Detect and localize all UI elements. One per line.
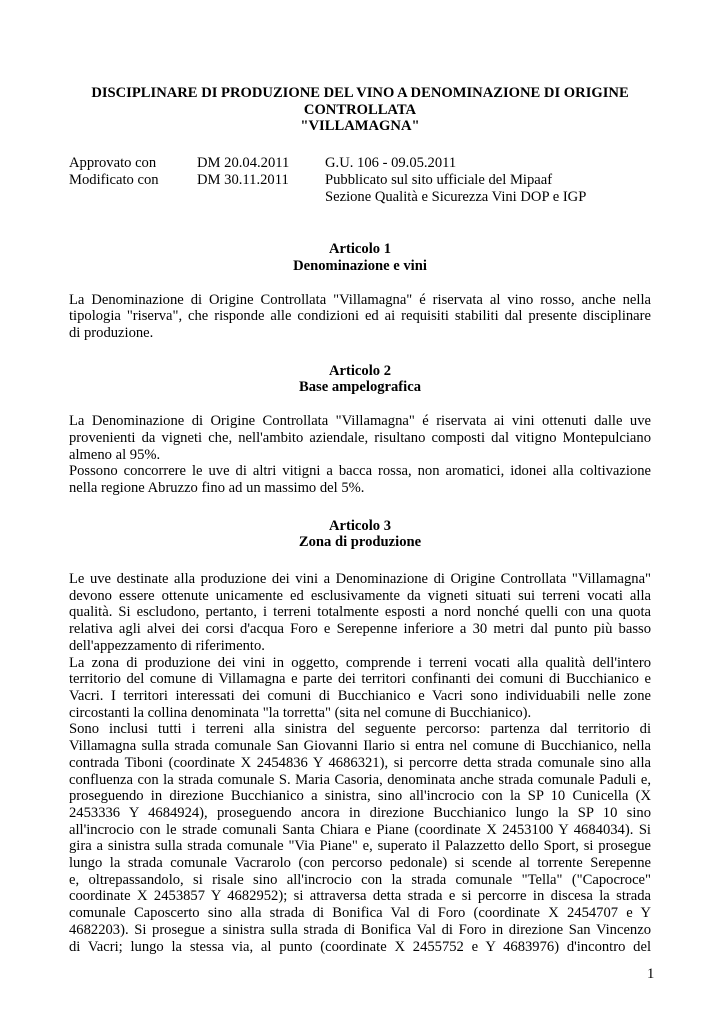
text-line: confluenza con la strada comunale S. Maria Casoria, denominata anche strada comunale Paduli e, [69,771,651,788]
modification-row [69,172,651,189]
approval-label: Approvato con [69,155,157,172]
modification-label: Modificato con [69,171,159,188]
text-line: Vacri. I territori interessati dei comuni di Bucchianico e Vacri sono individuabili nelle zone [69,687,651,704]
section-row [69,189,651,206]
title-line-2: CONTROLLATA [303,101,417,118]
article-1-body [69,292,651,342]
approval-info-text: G.U. 106 - 09.05.2011 [325,155,457,172]
document-title [69,85,651,135]
text-line: e, oltrepassandolo, si risale sino all'incrocio con la strada comunale "Tella" ("Capocroce" [69,871,651,888]
text-line: relativa agli alvei dei corsi d'acqua Foro e Serepenne inferiore a 30 metri dal punto più basso [69,621,651,638]
text-line: Le uve destinate alla produzione dei vini a Denominazione di Origine Controllata "Villamagna" [69,571,651,588]
text-line: di produzione. [69,325,154,342]
text-line: 2453336 Y 4684924), proseguendo ancora in direzione Bucchianico lungo la SP 10 sino [69,804,651,821]
article-3-number: Articolo 3 [328,517,391,534]
article-2-heading: Base ampelografica [299,379,421,396]
article-1-heading: Denominazione e vini [293,257,427,274]
approval-row [69,155,651,172]
text-line: devono essere ottenute unicamente ed esclusivamente da vigneti situati sui terreni vocati alla [69,587,651,604]
modification-decree: DM 30.11.2011 [197,171,289,188]
text-line: comunale Caposcerto sino alla strada di Bonifica Val di Foro (coordinate X 2454707 e Y [69,905,651,922]
text-line: La zona di produzione dei vini in oggetto, comprende i terreni vocati alla qualità dell'intero [69,654,651,671]
text-line: tipologia "riserva", che risponde alle condizioni ed ai requisiti stabiliti dal presente disciplinare [69,308,651,325]
text-line: almeno al 95%. [69,446,161,463]
text-line: coordinate X 2453857 Y 4682952); si attraversa detta strada e si percorre in discesa la strada [69,888,651,905]
text-line: contrada Tiboni (coordinate X 2454836 Y 4686321), si percorre detta strada comunale sino alla [69,754,651,771]
article-2-header [69,363,651,396]
article-3-body [69,571,651,955]
section-info-text: Sezione Qualità e Sicurezza Vini DOP e IGP [325,188,587,205]
article-2-number: Articolo 2 [328,362,391,379]
section-label [69,189,197,206]
text-line: all'incrocio con le strade comunali Santa Chiara e Piane (coordinate X 2453100 Y 4684034). Si [69,821,651,838]
text-line: 4682203). Si prosegue a sinistra sulla strada di Bonifica Val di Foro in direzione San Vincenzo [69,921,651,938]
text-line: Sono inclusi tutti i terreni alla sinistra del seguente percorso: partenza dal territorio di [69,721,651,738]
text-line: lungo la strada comunale Vacrarolo (con percorso pedonale) si scende al torrente Serepenne [69,855,651,872]
title-line-3: "VILLAMAGNA" [300,118,420,135]
approval-info [69,155,651,205]
text-line: provenienti da vigneti che, nell'ambito aziendale, risultano composti dal vitigno Montepulciano [69,429,651,446]
approval-decree: DM 20.04.2011 [197,155,290,172]
article-1-number: Articolo 1 [328,241,391,258]
text-line: Possono concorrere le uve di altri vitigni a bacca rossa, non aromatici, idonei alla coltivazione [69,463,651,480]
text-line: dell'appezzamento di riferimento. [69,637,265,654]
text-line: di Vacri; lungo la stessa via, al punto (coordinate X 2455752 e Y 4683976) d'incontro del [69,938,651,955]
title-line-1: DISCIPLINARE DI PRODUZIONE DEL VINO A DENOMINAZIONE DI ORIGINE [91,85,629,101]
document-page [69,85,651,955]
text-line: circostanti la collina denominata "la torretta" (sita nel comune di Bucchianico). [69,704,532,721]
text-line: nella regione Abruzzo fino ad un massimo del 5%. [69,479,365,496]
modification-info-text: Pubblicato sul sito ufficiale del Mipaaf [325,171,553,188]
article-1-header [69,241,651,274]
text-line: territorio del comune di Villamagna e parte dei territori confinanti dei comuni di Bucchianico e [69,671,651,688]
article-3-header [69,518,651,551]
page-number: 1 [647,966,655,982]
article-3-heading: Zona di produzione [298,534,422,551]
text-line: Villamagna sulla strada comunale San Giovanni Ilario si entra nel comune di Bucchianico, nella [69,738,651,755]
text-line: gira a sinistra sulla strada comunale "Via Piane" e, superato il Palazzetto dello Sport, si prosegue [69,838,651,855]
text-line: La Denominazione di Origine Controllata "Villamagna" é riservata ai vini ottenuti dalle uve [69,413,651,430]
article-2-body [69,413,651,497]
text-line: proseguendo in direzione Bucchianico a sinistra, sino all'incrocio con la SP 10 Cunicella (X [69,788,651,805]
section-decree [197,189,325,206]
text-line: La Denominazione di Origine Controllata "Villamagna" é riservata al vino rosso, anche nella [69,291,651,308]
text-line: qualità. Si escludono, pertanto, i terreni totalmente esposti a nord nonché quelli con una quota [69,604,651,621]
